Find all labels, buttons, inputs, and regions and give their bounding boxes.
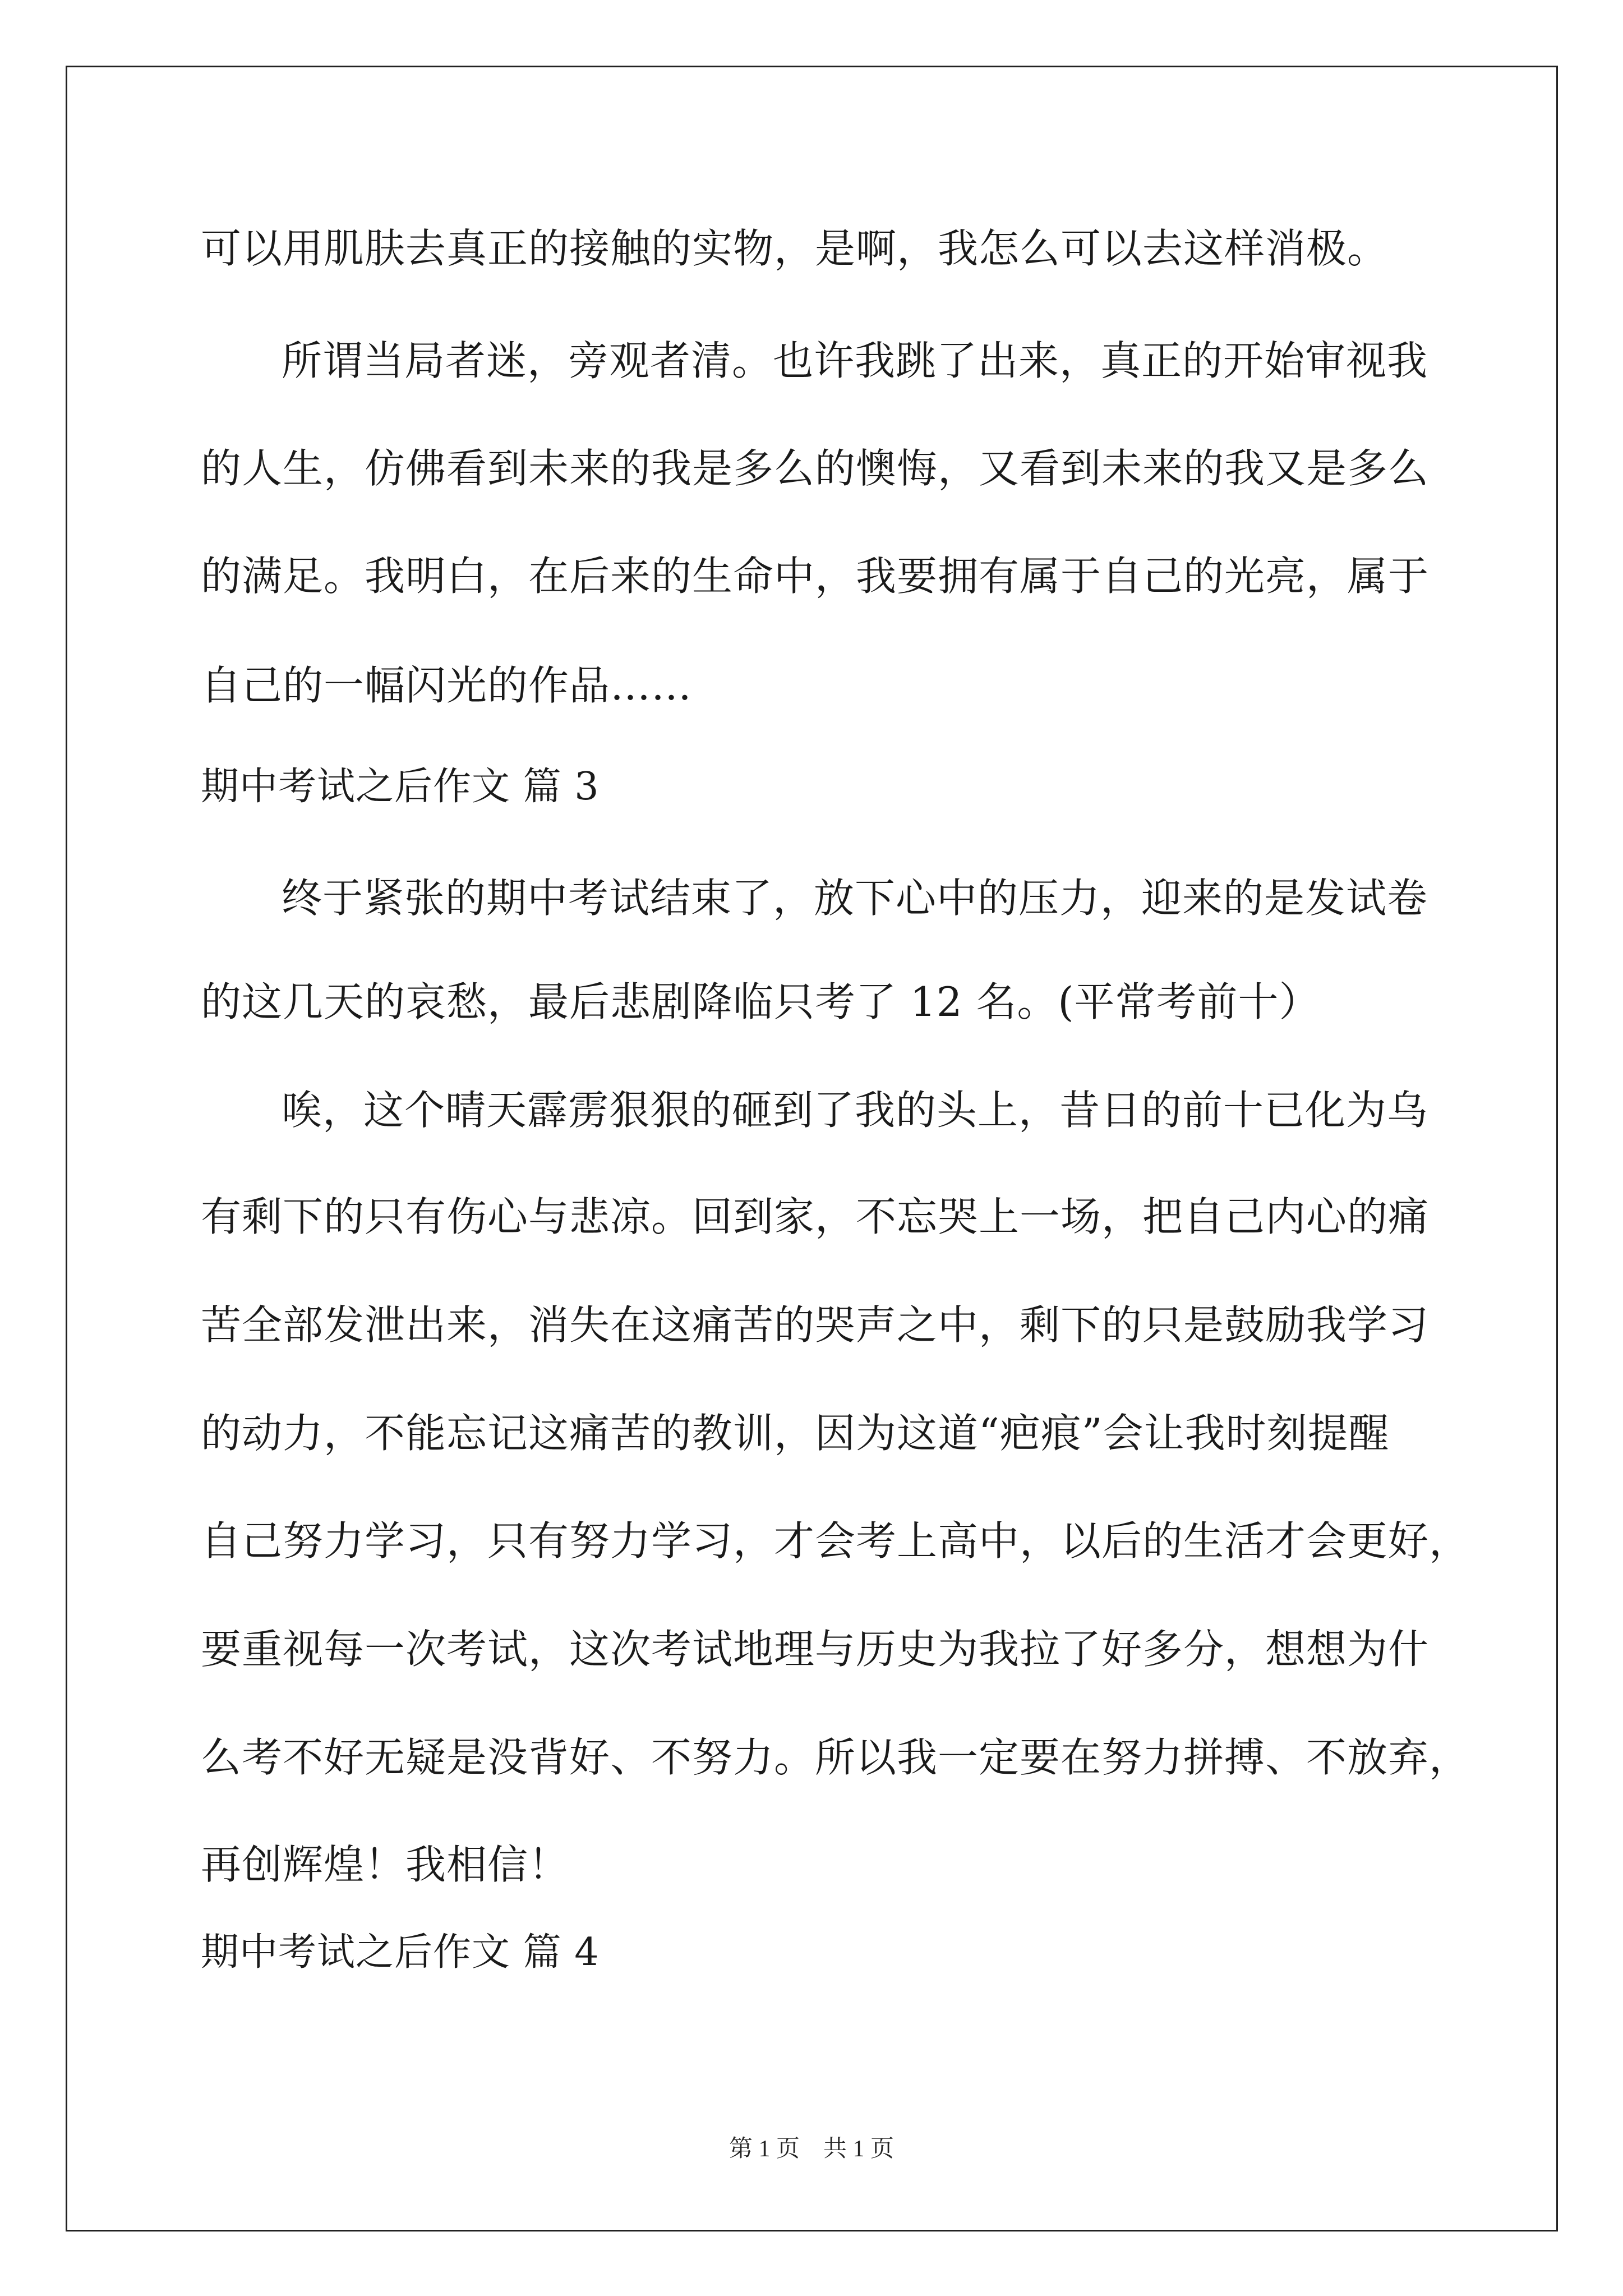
text-line: 的人生，仿佛看到未来的我是多么的懊悔，又看到未来的我又是多么: [201, 445, 1430, 492]
text-line: 再创辉煌！我相信！: [201, 1841, 570, 1888]
text-line: 所谓当局者迷，旁观者清。也许我跳了出来，真正的开始审视我: [282, 337, 1428, 384]
section-heading: 期中考试之后作文 篇 4: [201, 1930, 600, 1975]
text-line: 的这几天的哀愁，最后悲剧降临只考了 12 名。(平常考前十）: [201, 978, 1320, 1025]
text-line: 唉，这个晴天霹雳狠狠的砸到了我的头上，昔日的前十已化为乌: [282, 1087, 1428, 1134]
text-line: 苦全部发泄出来，消失在这痛苦的哭声之中，剩下的只是鼓励我学习: [201, 1301, 1430, 1349]
page-border: [66, 66, 1558, 2231]
section-heading: 期中考试之后作文 篇 3: [201, 765, 600, 809]
text-line: 自己努力学习，只有努力学习，才会考上高中，以后的生活才会更好，: [201, 1517, 1470, 1565]
text-line: 自己的一幅闪光的作品……: [201, 662, 693, 709]
text-line: 可以用肌肤去真正的接触的实物，是啊，我怎么可以去这样消极。: [201, 225, 1389, 272]
text-line: 终于紧张的期中考试结束了，放下心中的压力，迎来的是发试卷: [282, 875, 1428, 922]
page-number-footer: 第 1 页 共 1 页: [728, 2136, 894, 2162]
text-line: 么考不好无疑是没背好、不努力。所以我一定要在努力拼搏、不放弃，: [201, 1734, 1470, 1781]
text-line: 的动力，不能忘记这痛苦的教训，因为这道“疤痕”会让我时刻提醒: [201, 1410, 1390, 1457]
text-line: 要重视每一次考试，这次考试地理与历史为我拉了好多分，想想为什: [201, 1626, 1430, 1673]
text-line: 的满足。我明白，在后来的生命中，我要拥有属于自己的光亮，属于: [201, 553, 1430, 600]
text-line: 有剩下的只有伤心与悲凉。回到家，不忘哭上一场，把自己内心的痛: [201, 1193, 1430, 1240]
